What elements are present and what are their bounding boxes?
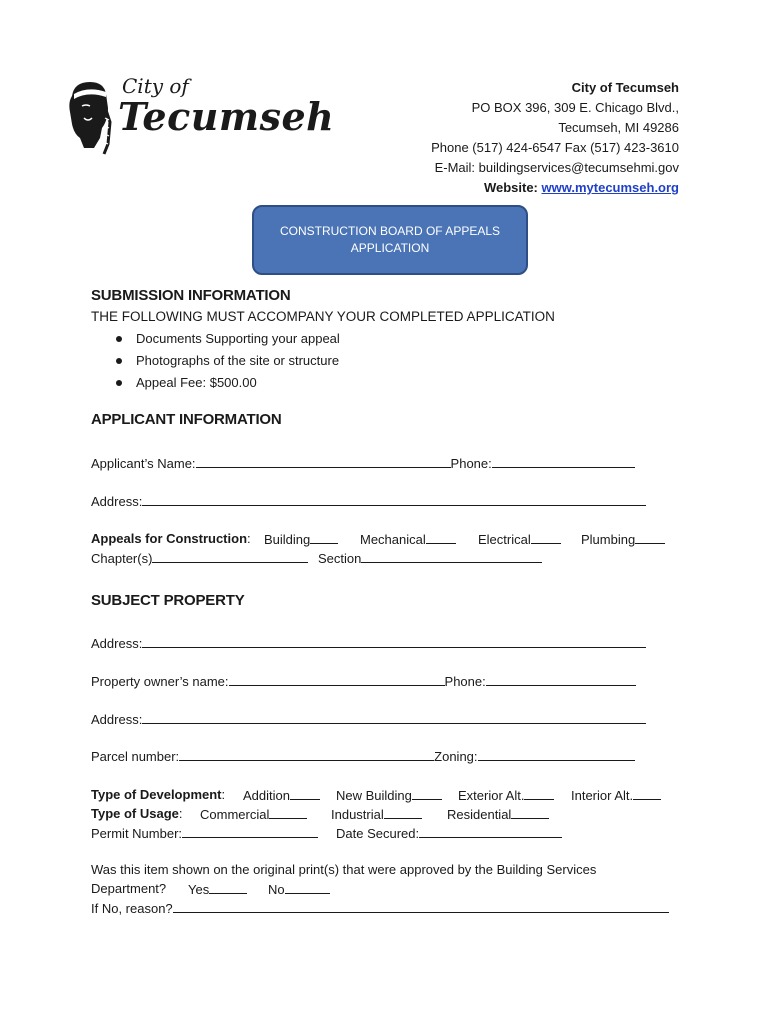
usage-label: Type of Usage: [91, 806, 179, 821]
section-row: [318, 550, 542, 566]
logo-city-name: Tecumseh: [118, 94, 335, 139]
owner-address-label: Address:: [91, 712, 143, 727]
appeal-plumbing: [581, 531, 665, 547]
zoning-field[interactable]: [478, 748, 635, 761]
list-item: Documents Supporting your appeal: [91, 328, 340, 350]
appeal-electrical-field[interactable]: [531, 531, 561, 544]
dev-addition-field[interactable]: [290, 787, 320, 800]
applicant-address-row: [91, 493, 646, 509]
owner-address-field[interactable]: [142, 711, 646, 724]
yes-option: [188, 881, 247, 897]
appeals-colon: :: [247, 531, 251, 546]
form-title-box: CONSTRUCTION BOARD OF APPEALS APPLICATION: [252, 205, 528, 275]
appeal-electrical-label: Electrical: [478, 532, 531, 547]
usage-residential: [447, 806, 549, 822]
reason-label: If No, reason?: [91, 901, 173, 916]
applicant-address-label: Address:: [91, 494, 143, 509]
dev-interior: [571, 787, 661, 803]
appeal-mechanical-field[interactable]: [426, 531, 456, 544]
parcel-label: Parcel number:: [91, 749, 180, 764]
original-print-question: Was this item shown on the original print(s) that were approved by the Building Services: [91, 862, 597, 877]
dev-new-building-field[interactable]: [412, 787, 442, 800]
permit-field[interactable]: [182, 825, 318, 838]
date-secured-row: [336, 825, 562, 841]
dev-exterior-label: Exterior Alt.: [458, 788, 525, 803]
date-secured-label: Date Secured:: [336, 826, 420, 841]
date-secured-field[interactable]: [419, 825, 562, 838]
usage-residential-field[interactable]: [511, 806, 549, 819]
subject-address-label: Address:: [91, 636, 143, 651]
appeal-plumbing-label: Plumbing: [581, 532, 636, 547]
subject-address-field[interactable]: [142, 635, 646, 648]
dev-addition: [243, 787, 320, 803]
appeal-building: [264, 531, 338, 547]
chapters-row: [91, 550, 308, 566]
dev-addition-label: Addition: [243, 788, 290, 803]
contact-block: [431, 78, 679, 198]
no-option: [268, 881, 330, 897]
appeal-building-field[interactable]: [310, 531, 338, 544]
yes-label: Yes: [188, 882, 210, 897]
usage-colon: :: [178, 806, 183, 821]
owner-address-row: [91, 711, 646, 727]
logo-city-of: City of: [122, 74, 189, 98]
development-label: Type of Development: [91, 787, 222, 802]
section-label: Section: [318, 551, 362, 566]
applicant-name-row: [91, 455, 635, 471]
usage-industrial: [331, 806, 422, 822]
contact-address2: Tecumseh, MI 49286: [558, 120, 679, 135]
owner-field[interactable]: [229, 673, 445, 686]
parcel-row: [91, 748, 635, 764]
contact-phone-fax: Phone (517) 424-6547 Fax (517) 423-3610: [431, 140, 679, 155]
no-field[interactable]: [285, 881, 330, 894]
dev-new-building-label: New Building: [336, 788, 412, 803]
appeal-mechanical-label: Mechanical: [360, 532, 426, 547]
section-field[interactable]: [361, 550, 542, 563]
appeals-row: [91, 531, 251, 546]
no-label: No: [268, 882, 285, 897]
appeal-building-label: Building: [264, 532, 311, 547]
usage-commercial-field[interactable]: [269, 806, 307, 819]
appeal-mechanical: [360, 531, 456, 547]
owner-phone-field[interactable]: [486, 673, 636, 686]
contact-address1: PO BOX 396, 309 E. Chicago Blvd.,: [471, 100, 679, 115]
dev-exterior: [458, 787, 554, 803]
contact-org: City of Tecumseh: [571, 80, 679, 95]
appeals-label: Appeals for Construction: [91, 531, 248, 546]
usage-industrial-label: Industrial: [331, 807, 384, 822]
permit-label: Permit Number:: [91, 826, 183, 841]
chapters-label: Chapter(s): [91, 551, 153, 566]
yes-field[interactable]: [209, 881, 247, 894]
list-item: Photographs of the site or structure: [91, 350, 340, 372]
usage-commercial-label: Commercial: [200, 807, 270, 822]
applicant-heading: APPLICANT INFORMATION: [91, 411, 282, 428]
appeal-plumbing-field[interactable]: [635, 531, 665, 544]
owner-row: [91, 673, 636, 689]
dev-new-building: [336, 787, 442, 803]
contact-email: E-Mail: buildingservices@tecumsehmi.gov: [434, 160, 679, 175]
reason-field[interactable]: [173, 900, 669, 913]
submission-list: [91, 328, 340, 394]
reason-row: [91, 900, 669, 916]
submission-subheading: THE FOLLOWING MUST ACCOMPANY YOUR COMPLETED APPLICATION: [91, 309, 555, 324]
applicant-phone-field[interactable]: [492, 455, 635, 468]
usage-industrial-field[interactable]: [384, 806, 422, 819]
department-row: [91, 881, 166, 896]
zoning-label: Zoning:: [434, 749, 478, 764]
usage-commercial: [200, 806, 307, 822]
subject-heading: SUBJECT PROPERTY: [91, 592, 245, 609]
dev-exterior-field[interactable]: [524, 787, 554, 800]
tecumseh-portrait-icon: [64, 78, 114, 156]
permit-row: [91, 825, 318, 841]
dev-interior-field[interactable]: [633, 787, 661, 800]
usage-residential-label: Residential: [447, 807, 512, 822]
submission-heading: SUBMISSION INFORMATION: [91, 287, 291, 304]
owner-label: Property owner’s name:: [91, 674, 229, 689]
applicant-name-field[interactable]: [196, 455, 451, 468]
applicant-phone-label: Phone:: [450, 456, 492, 471]
dev-interior-label: Interior Alt.: [571, 788, 634, 803]
applicant-name-label: Applicant’s Name:: [91, 456, 196, 471]
development-colon: :: [221, 787, 226, 802]
subject-address-row: [91, 635, 646, 651]
chapters-field[interactable]: [152, 550, 308, 563]
usage-row: [91, 806, 183, 821]
city-logo: [64, 74, 334, 156]
parcel-field[interactable]: [179, 748, 434, 761]
development-row: [91, 787, 225, 802]
list-item: Appeal Fee: $500.00: [91, 372, 340, 394]
website-label: Website:: [483, 180, 538, 195]
department-label: Department?: [91, 881, 167, 896]
applicant-address-field[interactable]: [142, 493, 646, 506]
appeal-electrical: [478, 531, 561, 547]
owner-phone-label: Phone:: [444, 674, 486, 689]
website-link[interactable]: www.mytecumseh.org: [541, 180, 679, 195]
